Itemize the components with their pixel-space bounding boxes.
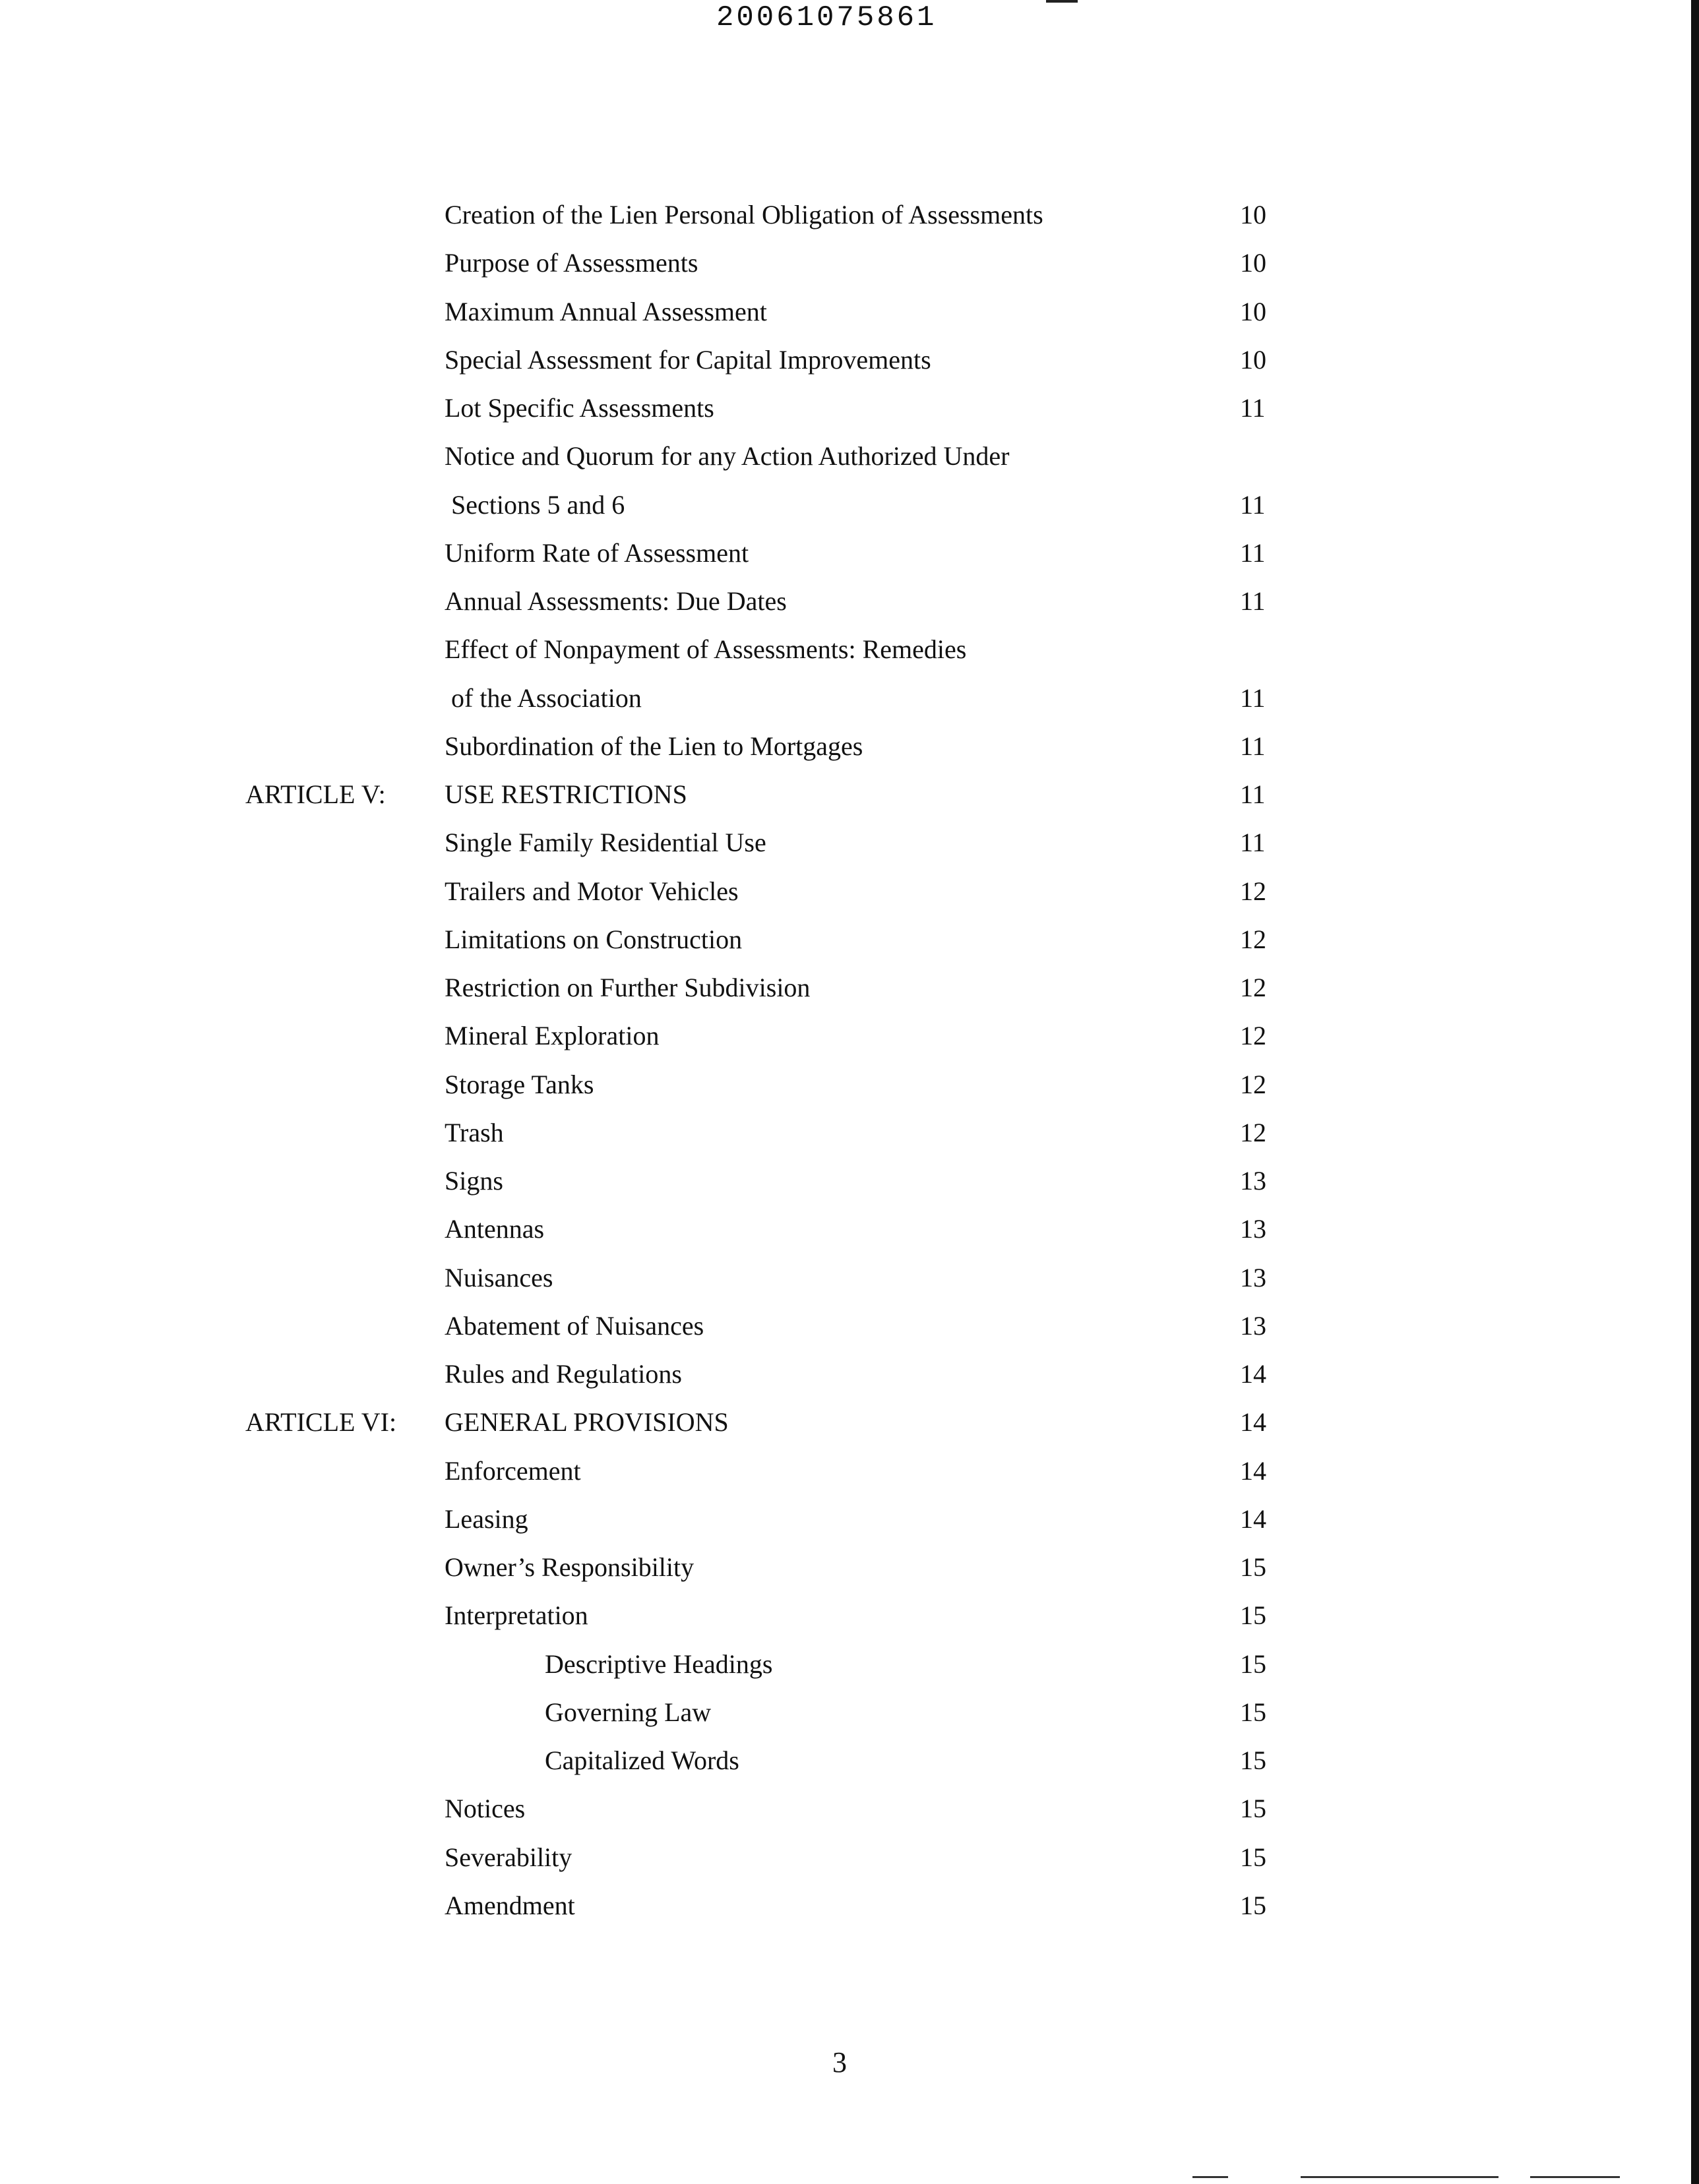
toc-row [0,388,1699,437]
document-number: 20061075861 [716,1,937,34]
toc-row [0,1789,1699,1837]
toc-entry-page: 10 [1240,200,1266,229]
toc-entry-page: 13 [1240,1310,1266,1341]
toc-entry-page: 12 [1240,1117,1266,1147]
toc-row [0,1016,1699,1064]
scan-mark [1046,0,1078,3]
scan-mark [1301,2176,1498,2178]
toc-row [0,872,1699,920]
toc-entry-page: 15 [1240,1697,1266,1727]
toc-entry-title: Uniform Rate of Assessment [445,537,749,568]
toc-entry-title: of the Association [451,682,642,713]
scan-mark [1530,2176,1620,2178]
toc-entry-page: 12 [1240,924,1266,954]
toc-entry-page: 15 [1240,1600,1266,1631]
page-number: 3 [832,2046,847,2078]
toc-entry-title: Creation of the Lien Personal Obligation of Assessments [445,200,1043,229]
toc-entry-title: Mineral Exploration [445,1021,660,1051]
toc-row [0,243,1699,291]
toc-entry-title: Notice and Quorum for any Action Authorized Under [445,441,1010,471]
toc-entry-title: Subordination of the Lien to Mortgages [445,731,863,761]
toc-entry-title: Special Assessment for Capital Improvements [445,344,931,375]
toc-entry-title: Capitalized Words [545,1745,739,1775]
toc-entry-page: 12 [1240,1069,1266,1099]
toc-row [0,437,1699,485]
toc-entry-page: 14 [1240,1455,1266,1486]
toc-entry-page: 15 [1240,1745,1266,1775]
toc-entry-title: Limitations on Construction [445,924,743,954]
toc-row [0,1838,1699,1886]
toc-entry-title: Notices [445,1794,526,1824]
toc-entry-title: Abatement of Nuisances [445,1310,704,1341]
toc-entry-page: 13 [1240,1262,1266,1292]
toc-row [0,1403,1699,1451]
toc-entry-title: Single Family Residential Use [445,828,766,858]
toc-entry-title: Interpretation [445,1600,588,1631]
toc-entry-title: Trailers and Motor Vehicles [445,876,739,906]
toc-article-label: ARTICLE V: [245,779,386,809]
toc-entry-page: 12 [1240,1021,1266,1051]
toc-row [0,1741,1699,1789]
toc-entry-page: 11 [1240,489,1266,520]
toc-entry-page: 15 [1240,1552,1266,1582]
toc-entry-title: Nuisances [445,1262,553,1292]
toc-entry-title: Leasing [445,1503,528,1534]
toc-row [0,195,1699,243]
toc-entry-page: 10 [1240,296,1266,326]
toc-entry-title: Descriptive Headings [545,1649,773,1679]
toc-article-label: ARTICLE VI: [245,1407,397,1438]
scan-mark [1192,2176,1228,2178]
toc-entry-title: Annual Assessments: Due Dates [445,586,787,616]
toc-row [0,1354,1699,1403]
toc-row [0,1209,1699,1258]
toc-entry-title: Signs [445,1166,503,1196]
toc-row [0,630,1699,678]
toc-entry-title: Enforcement [445,1455,581,1486]
toc-entry-page: 11 [1240,779,1266,809]
toc-row [0,1258,1699,1306]
toc-entry-page: 15 [1240,1649,1266,1679]
toc-entry-page: 11 [1240,537,1266,568]
toc-row [0,1548,1699,1596]
toc-row [0,1451,1699,1500]
toc-entry-title: Lot Specific Assessments [445,393,714,423]
toc-entry-title: GENERAL PROVISIONS [445,1407,729,1438]
toc-row [0,1886,1699,1934]
toc-entry-page: 15 [1240,1794,1266,1824]
toc-row [0,340,1699,388]
toc-entry-page: 10 [1240,344,1266,375]
toc-row [0,679,1699,727]
table-of-contents [0,195,1699,1934]
toc-entry-page: 12 [1240,876,1266,906]
toc-entry-page: 12 [1240,973,1266,1002]
toc-row [0,823,1699,871]
toc-row [0,1500,1699,1548]
toc-entry-title: Restriction on Further Subdivision [445,973,811,1002]
toc-entry-page: 15 [1240,1890,1266,1920]
toc-row [0,1161,1699,1209]
toc-entry-title: Rules and Regulations [445,1359,682,1389]
toc-row [0,1306,1699,1354]
toc-row [0,1065,1699,1113]
toc-entry-title: Owner’s Responsibility [445,1552,695,1582]
toc-entry-title: USE RESTRICTIONS [445,779,687,809]
toc-entry-title: Governing Law [545,1697,712,1727]
toc-entry-page: 11 [1240,731,1266,761]
toc-entry-title: Antennas [445,1214,545,1244]
toc-entry-title: Purpose of Assessments [445,248,698,278]
toc-entry-title: Storage Tanks [445,1069,594,1099]
toc-row [0,292,1699,340]
toc-row [0,1645,1699,1693]
toc-row [0,727,1699,775]
toc-entry-page: 13 [1240,1166,1266,1196]
toc-entry-page: 14 [1240,1359,1266,1389]
toc-row [0,582,1699,630]
toc-row [0,968,1699,1016]
toc-entry-page: 11 [1240,828,1266,858]
scan-edge [1691,0,1699,2184]
toc-entry-page: 11 [1240,682,1266,713]
toc-entry-page: 11 [1240,393,1266,423]
toc-entry-page: 11 [1240,586,1266,616]
toc-row [0,920,1699,968]
toc-row [0,775,1699,823]
toc-row [0,1113,1699,1161]
toc-row [0,485,1699,533]
toc-entry-page: 10 [1240,248,1266,278]
toc-entry-title: Effect of Nonpayment of Assessments: Remedies [445,634,967,665]
toc-entry-page: 15 [1240,1842,1266,1872]
toc-row [0,533,1699,582]
toc-entry-title: Trash [445,1117,504,1147]
toc-entry-title: Severability [445,1842,572,1872]
toc-entry-page: 13 [1240,1214,1266,1244]
toc-entry-title: Amendment [445,1890,575,1920]
toc-row [0,1693,1699,1741]
toc-entry-title: Sections 5 and 6 [451,489,625,520]
toc-entry-page: 14 [1240,1503,1266,1534]
toc-entry-page: 14 [1240,1407,1266,1438]
toc-entry-title: Maximum Annual Assessment [445,296,767,326]
toc-row [0,1596,1699,1644]
